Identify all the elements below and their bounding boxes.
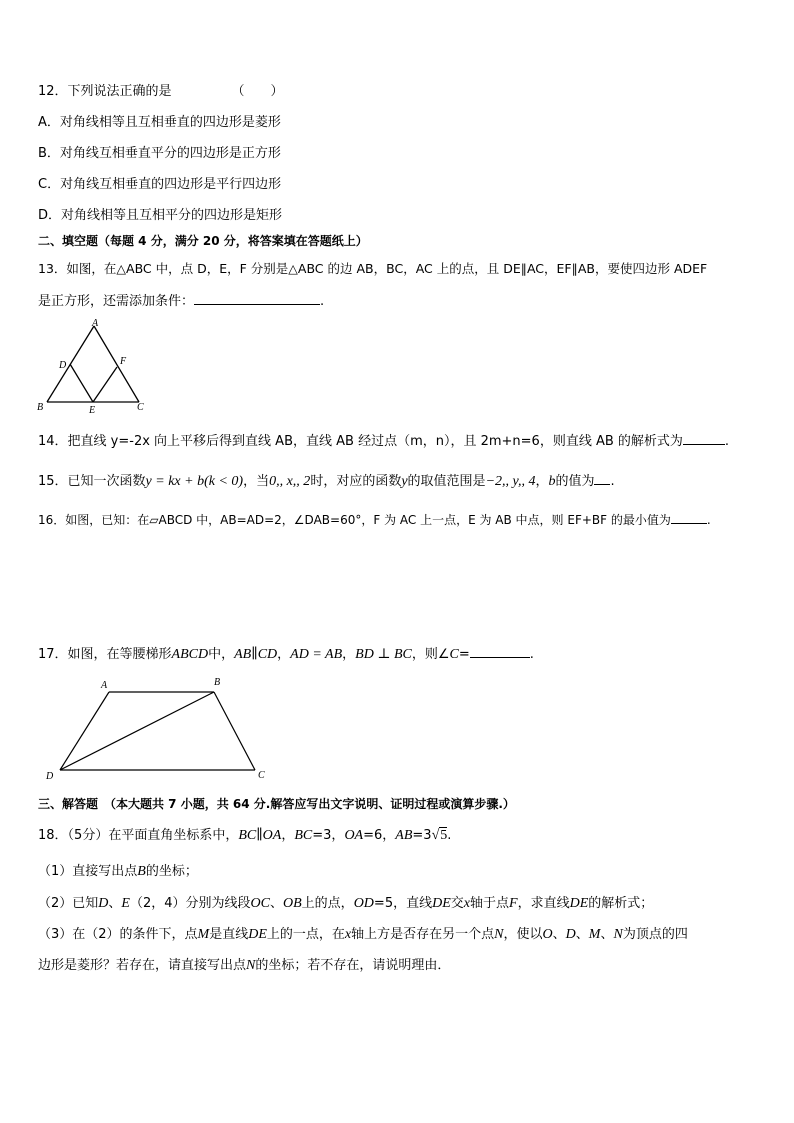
q13-line2: 是正方形，还需添加条件： . bbox=[38, 294, 325, 309]
label-a: A bbox=[101, 680, 108, 691]
q12-stem: 12．下列说法正确的是 （ ） bbox=[38, 84, 284, 99]
q18-part3-line2: 边形是菱形？若存在，请直接写出点N的坐标；若不存在，请说明理由． bbox=[38, 958, 451, 973]
answer-blank[interactable] bbox=[683, 432, 725, 445]
q17-trapezoid-figure bbox=[40, 672, 280, 784]
label-f: F bbox=[120, 356, 127, 367]
label-d: D bbox=[59, 360, 67, 371]
answer-blank[interactable] bbox=[470, 645, 530, 658]
label-c: C bbox=[137, 402, 144, 413]
label-b: B bbox=[214, 677, 221, 688]
section-3-title: 三、解答题 （本大题共 7 小题，共 64 分.解答应写出文字说明、证明过程或演算步骤.） bbox=[38, 797, 515, 811]
section-2-title: 二、填空题（每题 4 分，满分 20 分，将答案填在答题纸上） bbox=[38, 234, 368, 248]
label-e: E bbox=[89, 405, 96, 416]
q16: 16．如图，已知：在▱ABCD 中，AB=AD=2，∠DAB=60°，F 为 AC 上一点，E 为 AB 中点，则 EF+BF 的最小值为 . bbox=[38, 513, 711, 527]
label-a: A bbox=[92, 318, 99, 329]
label-b: B bbox=[37, 402, 44, 413]
label-d: D bbox=[46, 771, 54, 782]
answer-blank[interactable] bbox=[194, 292, 320, 305]
q14: 14．把直线 y=-2x 向上平移后得到直线 AB，直线 AB 经过点（m，n），且 2m+n=6，则直线 AB 的解析式为 . bbox=[38, 434, 730, 449]
q17: 17．如图，在等腰梯形ABCD中，AB∥CD，AD = AB，BD ⊥ BC，则∠C= . bbox=[38, 647, 534, 662]
q12-option-a: A．对角线相等且互相垂直的四边形是菱形 bbox=[38, 115, 281, 130]
q18-part3-line1: （3）在（2）的条件下，点M是直线DE上的一点，在x轴上方是否存在另一个点N，使以O、D、M、N为顶点的四 bbox=[38, 927, 688, 942]
q18-part2: （2）已知D、E（2，4）分别为线段OC、OB上的点，OD=5，直线DE交x轴于点F，求直线DE的解析式； bbox=[38, 896, 654, 911]
answer-blank[interactable] bbox=[594, 472, 610, 485]
q12-option-d: D．对角线相等且互相平分的四边形是矩形 bbox=[38, 208, 283, 223]
q18-stem: 18．（5分）在平面直角坐标系中，BC∥OA，BC=3，OA=6，AB=3√5. bbox=[38, 828, 452, 843]
answer-blank[interactable] bbox=[671, 511, 707, 524]
q12-option-b: B．对角线互相垂直平分的四边形是正方形 bbox=[38, 146, 281, 161]
q15: 15．已知一次函数y = kx + b(k < 0)，当0,, x,, 2时，对应的函数y的取值范围是−2,, y,, 4，b的值为 . bbox=[38, 474, 615, 489]
label-c: C bbox=[258, 770, 265, 781]
q12-option-c: C．对角线互相垂直的四边形是平行四边形 bbox=[38, 177, 282, 192]
q18-part1: （1）直接写出点B的坐标； bbox=[38, 864, 198, 879]
q13-line1: 13．如图，在△ABC 中，点 D，E，F 分别是△ABC 的边 AB，BC，AC 上的点，且 DE∥AC，EF∥AB，要使四边形 ADEF bbox=[38, 261, 708, 276]
q13-triangle-figure bbox=[34, 316, 154, 416]
